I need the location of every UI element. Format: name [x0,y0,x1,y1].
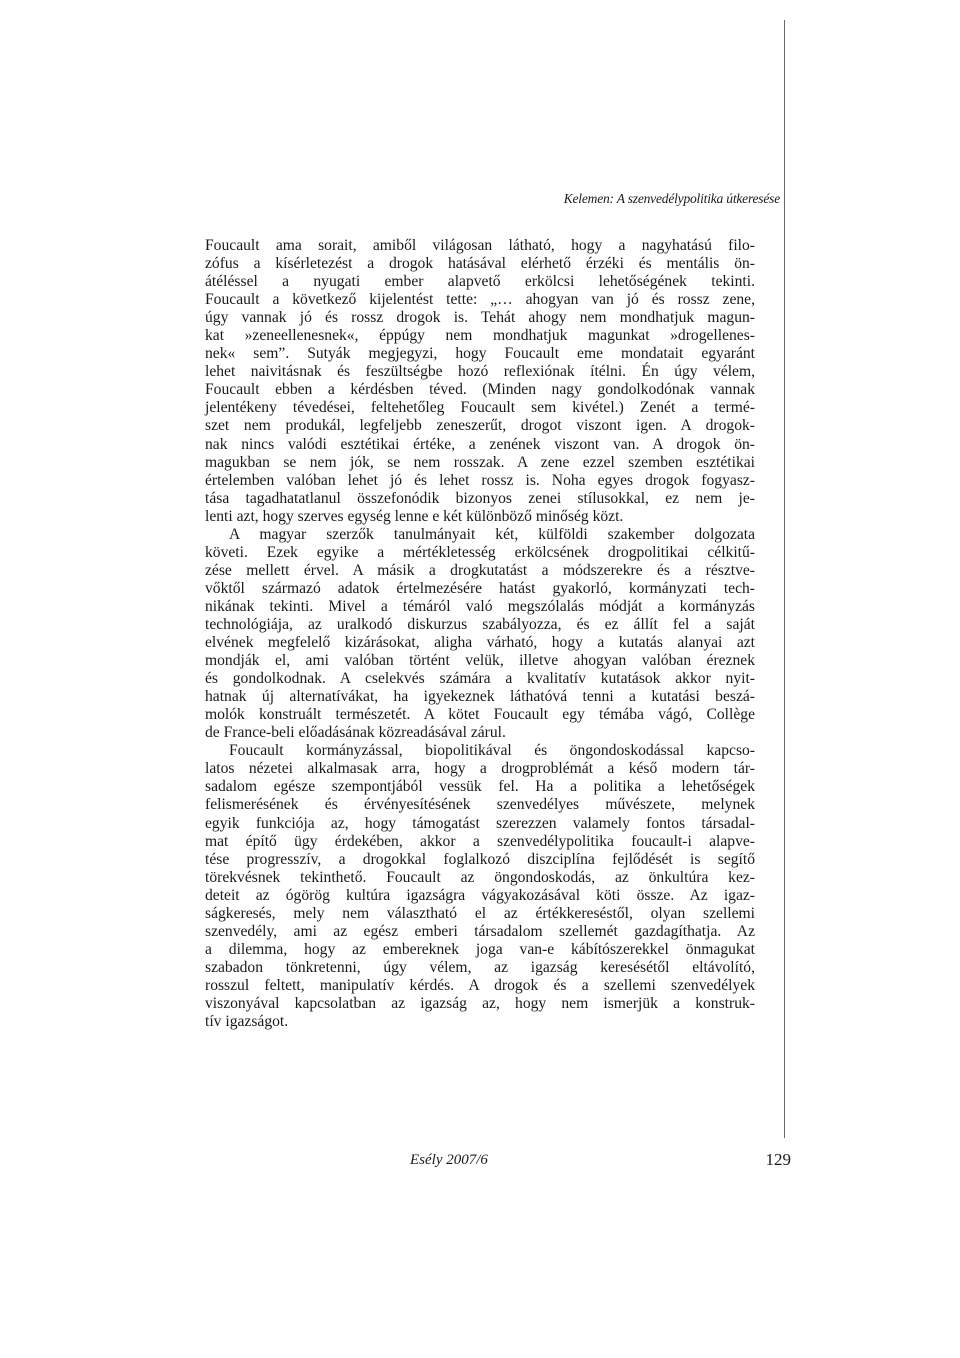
text-line: deteit az ógörög kultúra igazságra vágyakozásával köti össze. Az igaz- [205,886,755,904]
text-line: mat építő ügy érdekében, akkor a szenvedélypolitika foucault-i alapve- [205,832,755,850]
text-line: tív igazságot. [205,1013,289,1031]
text-line: nikának tekinti. Mivel a témáról való megszólalás módját a kormányzás [205,597,755,615]
text-line: zófus a kísérletezést a drogok hatásával elérhető érzéki és mentális ön- [205,255,755,273]
body-text [205,237,755,1031]
text-line: Foucault kormányzással, biopolitikával és öngondoskodással kapcso- [229,742,755,760]
text-line: A magyar szerzők tanulmányait két, külföldi szakember dolgozata [229,525,755,543]
text-line: lehet naivitásnak és feszültségbe hozó reflexiónak ítélni. Én úgy vélem, [205,363,755,381]
text-line: tása tagadhatatlanul összefonódik bizonyos zenei stílusokkal, ez nem je- [205,489,755,507]
text-line: kat »zeneellenesnek«, éppúgy nem mondhatjuk magunkat »drogellenes- [205,327,755,345]
text-line: úgy vannak jó és rossz drogok is. Tehát ahogy nem mondhatjuk magun- [205,309,755,327]
text-line: molók konstruált természetét. A kötet Foucault egy témába vágó, Collège [205,706,755,724]
text-line: tése progresszív, a drogokkal foglalkozó diszciplína fejlődését is segítő [205,850,755,868]
text-line: értelemben valóban lehet jó és lehet rossz is. Noha egyes drogok fogyasz- [205,471,755,489]
text-line: latos nézetei alkalmasak arra, hogy a drogproblémát a késő modern tár- [205,760,755,778]
margin-rule [784,20,785,1138]
text-line: követi. Ezek egyike a mértékletesség erkölcsének drogpolitikai célkitű- [205,543,755,561]
text-line: rosszul feltett, manipulatív kérdés. A drogok és a szellemi szenvedélyek [205,976,755,994]
text-line: mondják el, ami valóban történt velük, illetve ahogyan valóban éreznek [205,652,755,670]
text-line: elvének megfelelő kizárásokat, aligha várható, hogy a kutatás alanyai azt [205,634,755,652]
running-head: Kelemen: A szenvedélypolitika útkeresése [563,191,780,206]
text-line: technológiája, az uralkodó diskurzus szabályozza, és ez állít fel a saját [205,615,755,633]
text-line: Foucault a következő kijelentést tette: „… ahogyan van jó és rossz zene, [205,291,755,309]
text-line: magukban se nem jók, se nem rosszak. A zene ezzel szemben esztétikai [205,453,755,471]
text-line: nak nincs valódi esztétikai értéke, a zenének viszont van. A drogok ön- [205,435,755,453]
text-line: jelentékeny tévedései, feltehetőleg Foucault sem kivétel.) Zenét a termé- [205,399,755,417]
text-line: átéléssel a nyugati ember alapvető erkölcsi lehetőségének tekinti. [205,273,755,291]
text-line: szet nem produkál, legfeljebb zeneszerűt, drogot viszont igen. A drogok- [205,417,755,435]
footer-journal-title: Esély 2007/6 [410,1152,488,1168]
text-line: és gondolkodnak. A cselekvés számára a kvalitatív kutatások akkor nyit- [205,670,755,688]
text-line: nek« sem”. Sutyák megjegyzi, hogy Foucault eme mondatait egyaránt [205,345,755,363]
text-line: viszonyával kapcsolatban az igazság az, hogy nem ismerjük a konstruk- [205,994,755,1012]
text-line: a dilemma, hogy az embereknek joga van-e kábítószerekkel önmagukat [205,940,755,958]
text-line: egyik funkciója az, hogy támogatást szerezzen valamely fontos társadal- [205,814,755,832]
text-line: lenti azt, hogy szerves egység lenne e két különböző minőség közt. [205,507,624,525]
text-line: ságkeresés, mely nem választható el az értékkereséstől, olyan szellemi [205,904,755,922]
text-line: de France-beli előadásának közreadásával zárul. [205,724,506,742]
text-line: felismerésének és érvényesítésének szenvedélyes művészete, melynek [205,796,755,814]
text-line: Foucault ebben a kérdésben téved. (Minden nagy gondolkodónak vannak [205,381,755,399]
text-line: szabadon tönkretenni, úgy vélem, az igazság keresésétől eltávolító, [205,958,755,976]
text-line: Foucault ama sorait, amiből világosan látható, hogy a nagyhatású filo- [205,237,755,254]
text-line: szenvedély, ami az egész emberi társadalom szellemét gazdagíthatja. Az [205,922,755,940]
text-line: zése mellett érvel. A másik a drogkutatást a módszerekre és a résztve- [205,561,755,579]
page-number: 129 [765,1150,791,1169]
text-line: vőktől származó adatok értelmezésére hatást gyakorló, kormányzati tech- [205,579,755,597]
text-line: sadalom egésze szempontjából vessük fel. Ha a politika a lehetőségek [205,778,755,796]
text-line: törekvésnek tekinthető. Foucault az öngondoskodás, az önkultúra kez- [205,868,755,886]
text-line: hatnak új alternatívákat, ha igyekeznek láthatóvá tenni a kutatási beszá- [205,688,755,706]
